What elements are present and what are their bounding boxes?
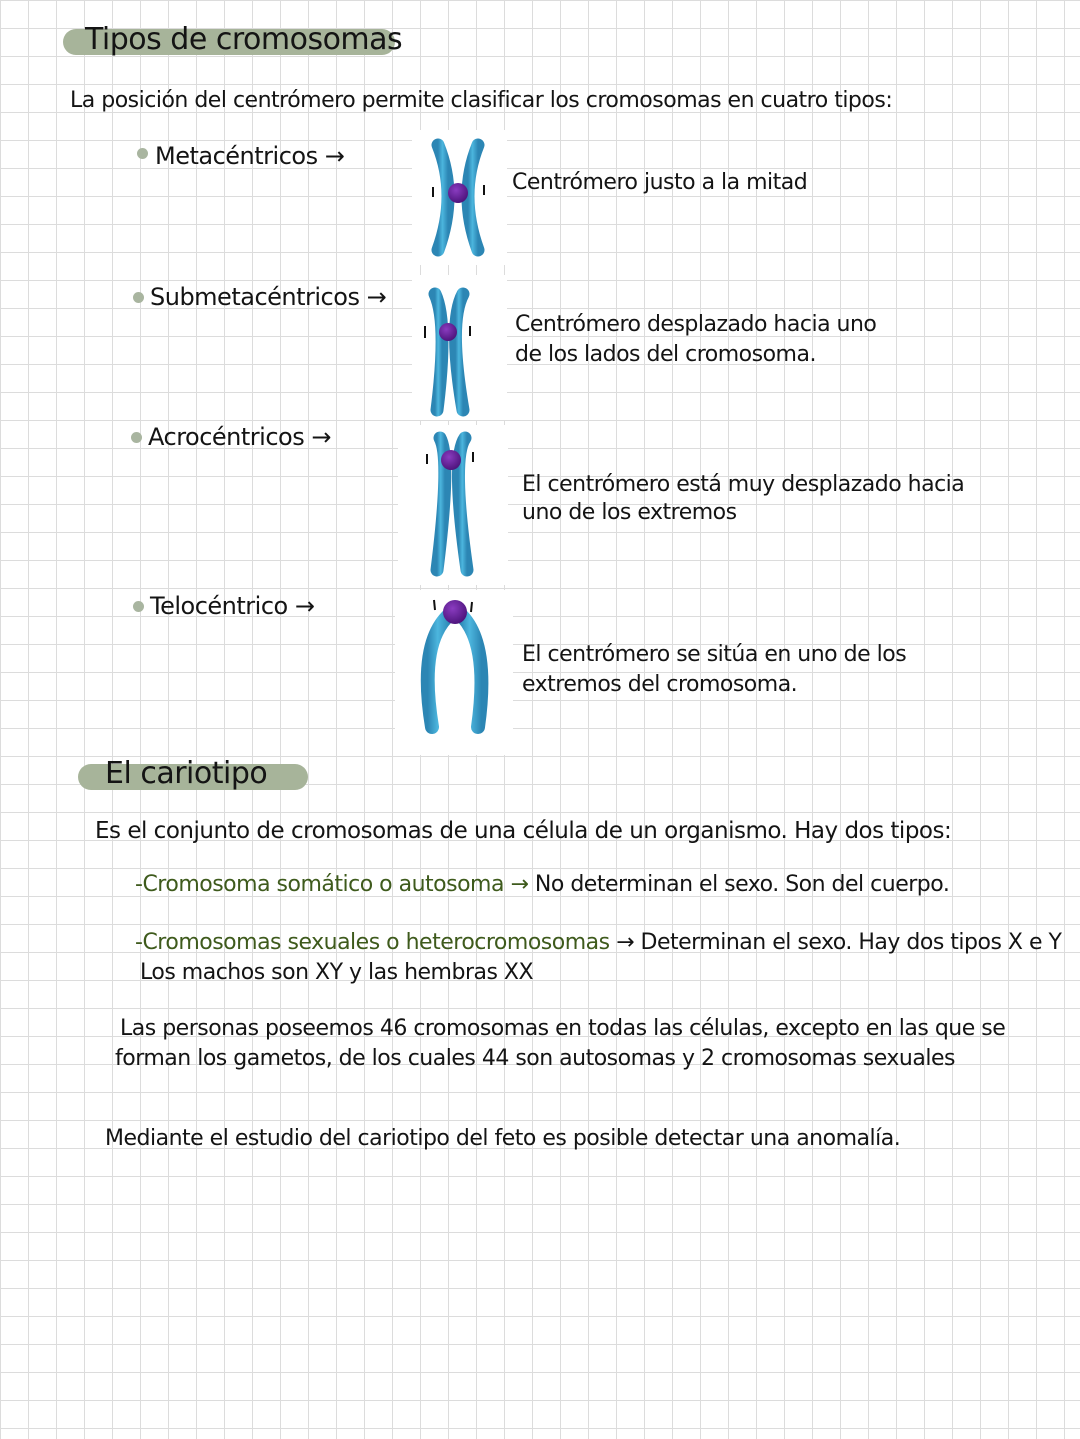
para2: Mediante el estudio del cariotipo del feto es posible detectar una anomalía. (105, 1126, 901, 1151)
autosoma-item: -Cromosoma somático o autosoma → No determinan el sexo. Son del cuerpo. (135, 872, 950, 897)
type-desc-acrocentricos-1: El centrómero está muy desplazado hacia (522, 472, 965, 497)
telocentric-chromosome-icon (410, 592, 500, 742)
type-desc-acrocentricos-2: uno de los extremos (522, 500, 737, 525)
para1-line2: forman los gametos, de los cuales 44 son autosomas y 2 cromosomas sexuales (115, 1046, 955, 1071)
metacentric-chromosome-icon (418, 135, 498, 260)
type-label-submetacentricos: Submetacéntricos → (150, 283, 387, 311)
type-label-metacentricos: Metacéntricos → (155, 142, 345, 170)
bullet (131, 432, 142, 443)
heterocromosoma-item: -Cromosomas sexuales o heterocromosomas → Determinan el sexo. Hay dos tipos X e Y (135, 930, 1062, 955)
heterocromosoma-item-line2: Los machos son XY y las hembras XX (140, 960, 534, 985)
type-desc-submetacentricos-1: Centrómero desplazado hacia uno (515, 312, 877, 337)
section-title-tipos: Tipos de cromosomas (85, 22, 403, 57)
cariotipo-intro: Es el conjunto de cromosomas de una célula de un organismo. Hay dos tipos: (95, 818, 952, 844)
submetacentric-chromosome-icon (415, 282, 485, 422)
para1-line1: Las personas poseemos 46 cromosomas en todas las células, excepto en las que se (120, 1016, 1006, 1041)
bullet (133, 292, 144, 303)
bullet (137, 148, 148, 159)
bullet (133, 601, 144, 612)
type-desc-telocentrico-1: El centrómero se sitúa en uno de los (522, 642, 907, 667)
type-label-acrocentricos: Acrocéntricos → (148, 423, 331, 451)
type-desc-metacentricos: Centrómero justo a la mitad (512, 170, 808, 195)
type-desc-telocentrico-2: extremos del cromosoma. (522, 672, 798, 697)
intro-text: La posición del centrómero permite clasificar los cromosomas en cuatro tipos: (70, 88, 893, 113)
section-title-cariotipo: El cariotipo (105, 756, 268, 791)
type-desc-submetacentricos-2: de los lados del cromosoma. (515, 342, 816, 367)
type-label-telocentrico: Telocéntrico → (150, 592, 315, 620)
acrocentric-chromosome-icon (415, 428, 490, 580)
